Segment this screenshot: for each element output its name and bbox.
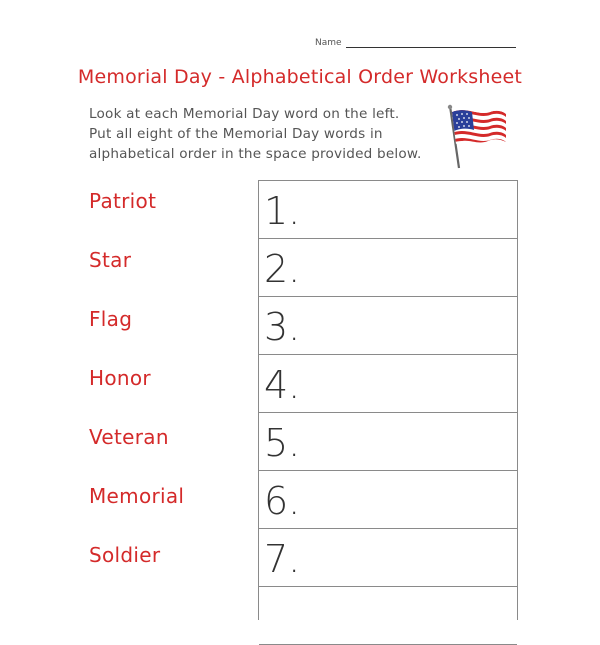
instructions xyxy=(89,104,439,164)
answer-number: 3. xyxy=(264,305,301,349)
answer-number: 1. xyxy=(264,189,301,233)
answer-row[interactable] xyxy=(259,413,517,471)
word-item: Patriot xyxy=(89,189,157,213)
word-item: Flag xyxy=(89,307,133,331)
answer-row[interactable] xyxy=(259,239,517,297)
word-item: Memorial xyxy=(89,484,185,508)
answer-row[interactable] xyxy=(259,181,517,239)
word-item: Star xyxy=(89,248,132,272)
name-label: Name xyxy=(315,38,342,48)
answer-row[interactable] xyxy=(259,355,517,413)
answer-row[interactable] xyxy=(259,297,517,355)
page-title: Memorial Day - Alphabetical Order Worksheet xyxy=(77,66,523,88)
word-item: Honor xyxy=(89,366,151,390)
instruction-line-1: Look at each Memorial Day word on the left. xyxy=(89,106,400,122)
answer-row[interactable] xyxy=(259,587,517,645)
name-input-line[interactable] xyxy=(346,38,516,48)
word-item: Veteran xyxy=(89,425,169,449)
answer-number: 2. xyxy=(264,247,301,291)
instruction-line-3: alphabetical order in the space provided below. xyxy=(89,146,422,162)
name-field-row xyxy=(315,38,516,48)
word-item: Soldier xyxy=(89,543,161,567)
answer-number: 4. xyxy=(264,363,301,407)
answer-row[interactable] xyxy=(259,471,517,529)
answer-number: 7. xyxy=(264,537,301,581)
answer-number: 5. xyxy=(264,421,301,465)
answer-table xyxy=(258,180,518,620)
answer-row[interactable] xyxy=(259,529,517,587)
instruction-line-2: Put all eight of the Memorial Day words in xyxy=(89,126,383,142)
answer-number: 6. xyxy=(264,479,301,523)
us-flag-icon xyxy=(446,104,508,170)
